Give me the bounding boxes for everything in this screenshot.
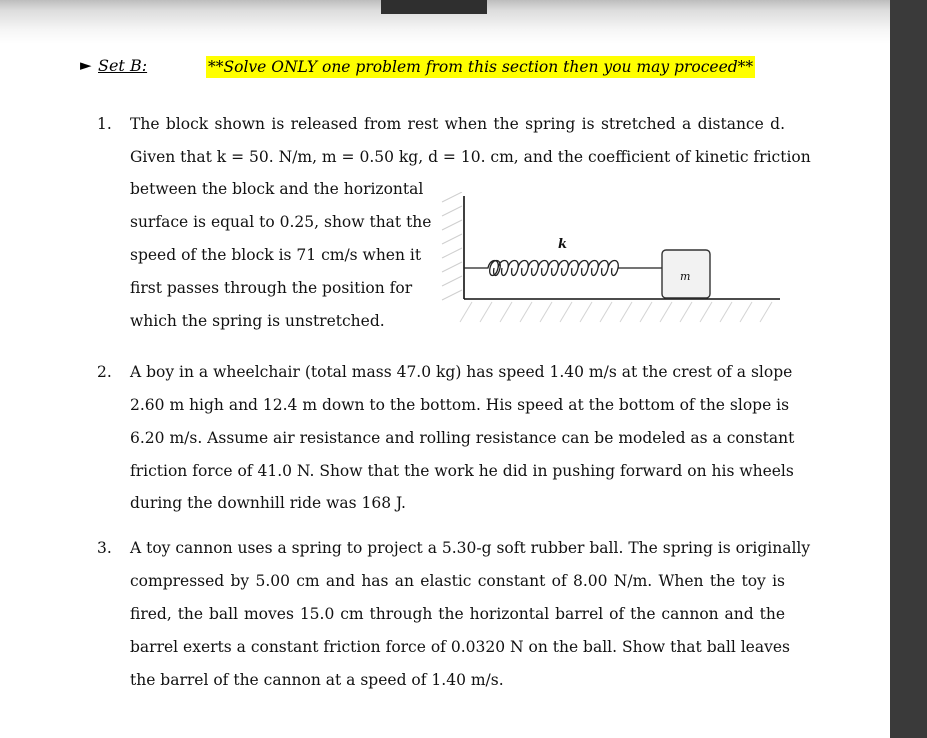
problem-2-line: friction force of 41.0 N. Show that the work he did in pushing forward on his wheels: [130, 462, 794, 480]
problem-2-line: A boy in a wheelchair (total mass 47.0 kg) has speed 1.40 m/s at the crest of a slope: [130, 363, 793, 381]
problem-2-line: 2.60 m high and 12.4 m down to the bottom. His speed at the bottom of the slope is: [130, 396, 790, 414]
problem-3-line: fired, the ball moves 15.0 cm through the horizontal barrel of the cannon and the: [130, 605, 785, 623]
problem-1-line: Given that k = 50. N/m, m = 0.50 kg, d = 10. cm, and the coefficient of kinetic friction: [130, 148, 811, 166]
problem-1-line: The block shown is released from rest when the spring is stretched a distance d.: [130, 115, 785, 133]
problem-2-line: during the downhill ride was 168 J.: [130, 494, 406, 512]
block-mass-label: m: [680, 270, 691, 283]
problem-3-number: 3.: [97, 539, 112, 557]
pointer-arrow-icon: ►: [80, 56, 92, 74]
spring-coil: [464, 261, 662, 276]
problem-2-number: 2.: [97, 363, 112, 381]
top-toolbar-tab[interactable]: [381, 0, 487, 14]
problem-1-line: between the block and the horizontal: [130, 180, 424, 198]
spring-constant-label: k: [558, 237, 568, 252]
scrollbar[interactable]: [890, 0, 927, 738]
problem-3-line: A toy cannon uses a spring to project a 5.30-g soft rubber ball. The spring is originally: [130, 539, 811, 557]
problem-1-line: surface is equal to 0.25, show that the: [130, 213, 432, 231]
set-label: Set B:: [98, 56, 148, 75]
problem-1-line: speed of the block is 71 cm/s when it: [130, 246, 422, 264]
problem-1-line: first passes through the position for: [130, 279, 413, 297]
problem-2-line: 6.20 m/s. Assume air resistance and rolling resistance can be modeled as a constant: [130, 429, 795, 447]
problem-3-line: barrel exerts a constant friction force of 0.0320 N on the ball. Show that ball leaves: [130, 638, 790, 656]
wall-hatch: [442, 192, 462, 300]
highlighted-instruction: **Solve ONLY one problem from this section then you may proceed**: [208, 58, 754, 76]
spring-block-diagram: [440, 192, 785, 332]
problem-3-line: the barrel of the cannon at a speed of 1.40 m/s.: [130, 671, 504, 689]
floor-hatch: [460, 302, 772, 322]
problem-1-number: 1.: [97, 115, 112, 133]
problem-3-line: compressed by 5.00 cm and has an elastic constant of 8.00 N/m. When the toy is: [130, 572, 785, 590]
problem-1-line: which the spring is unstretched.: [130, 312, 385, 330]
